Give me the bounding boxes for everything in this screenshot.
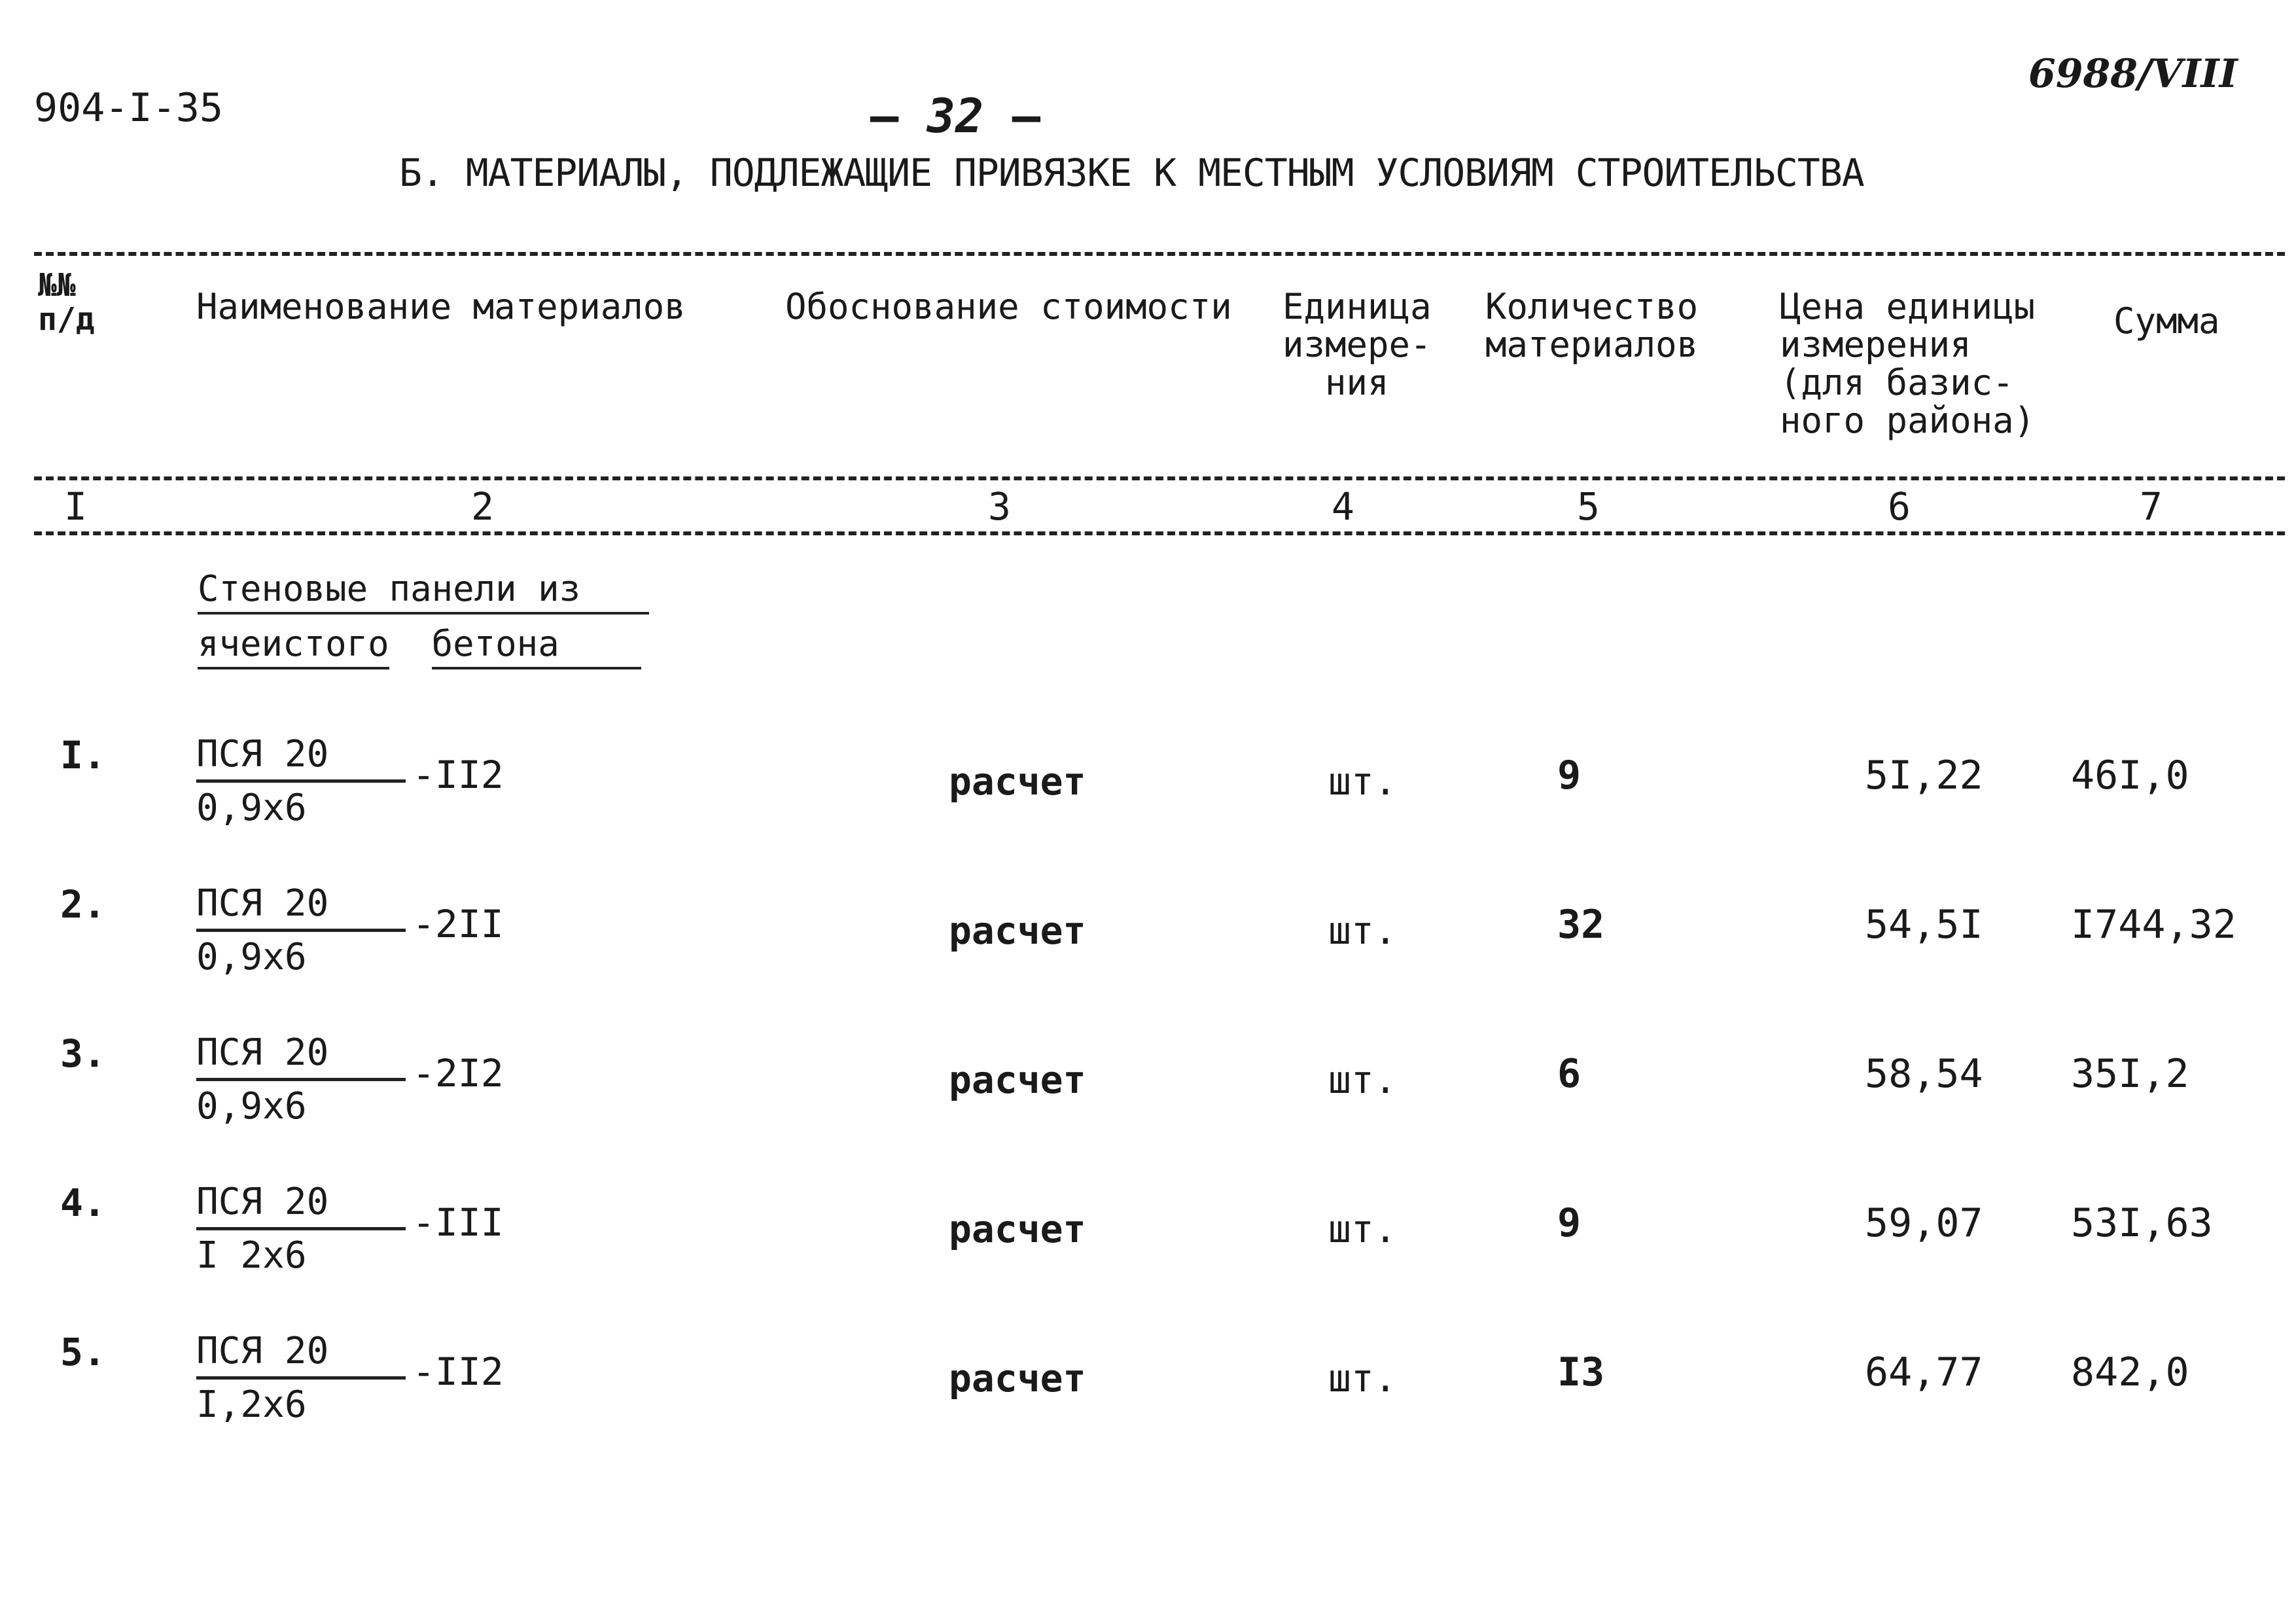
- row-index: 5.: [60, 1330, 106, 1374]
- mark-numerator: ПСЯ 20: [196, 1031, 406, 1081]
- page-title: Б. МАТЕРИАЛЫ, ПОДЛЕЖАЩИЕ ПРИВЯЗКЕ К МЕСТНЫМ УСЛОВИЯМ СТРОИТЕЛЬСТВА: [399, 151, 1864, 195]
- col-header-quantity: Количество материалов: [1485, 286, 1699, 365]
- unit-price: 58,54: [1865, 1051, 1983, 1097]
- table-row: [0, 1031, 2296, 1162]
- col-header-name: Наименование материалов: [196, 286, 686, 327]
- mark-numerator: ПСЯ 20: [196, 1330, 406, 1380]
- unit-price: 54,5I: [1865, 902, 1983, 948]
- mark-denominator: 0,9х6: [196, 936, 307, 978]
- quantity: 9: [1557, 1200, 1581, 1246]
- unit-price: 5I,22: [1865, 753, 1983, 798]
- mark-denominator: I 2х6: [196, 1234, 307, 1277]
- table-row: [0, 1181, 2296, 1311]
- quantity: 9: [1557, 753, 1581, 798]
- unit: шт.: [1328, 908, 1397, 953]
- quantity: 6: [1557, 1051, 1581, 1097]
- sum: 53I,63: [2071, 1200, 2213, 1246]
- table-row: [0, 882, 2296, 1013]
- quantity: I3: [1557, 1349, 1605, 1395]
- header-rule: [34, 476, 2285, 480]
- table-row: [0, 1330, 2296, 1461]
- col-number-1: I: [64, 484, 87, 529]
- row-index: 2.: [60, 882, 106, 927]
- cost-basis: расчет: [949, 1058, 1086, 1102]
- col-number-7: 7: [2140, 484, 2163, 529]
- sum: 35I,2: [2071, 1051, 2189, 1097]
- section-title-line-2: [198, 623, 641, 669]
- mark-denominator: 0,9х6: [196, 1085, 307, 1128]
- cost-basis: расчет: [949, 1356, 1086, 1400]
- unit: шт.: [1328, 1058, 1397, 1102]
- material-mark: [196, 1181, 406, 1277]
- table-top-rule: [34, 252, 2285, 256]
- mark-suffix: -II2: [412, 1349, 504, 1394]
- row-index: 3.: [60, 1031, 106, 1076]
- section-title-text-1: Стеновые панели из: [198, 568, 649, 615]
- col-header-price: Цена единицы измерения (для базис- ного района): [1780, 286, 2036, 441]
- col-number-3: 3: [988, 484, 1011, 529]
- cost-basis: расчет: [949, 1207, 1086, 1251]
- section-title-text-2b: бетона: [432, 623, 641, 669]
- document-code: 904-I-35: [34, 85, 223, 131]
- archive-stamp: 6988/VIII: [2028, 51, 2238, 97]
- quantity: 32: [1557, 902, 1605, 948]
- col-number-6: 6: [1888, 484, 1911, 529]
- sum: 46I,0: [2071, 753, 2189, 798]
- column-number-rule: [34, 531, 2285, 535]
- row-index: I.: [60, 733, 106, 777]
- unit: шт.: [1328, 1207, 1397, 1251]
- mark-numerator: ПСЯ 20: [196, 733, 406, 783]
- mark-numerator: ПСЯ 20: [196, 1181, 406, 1230]
- mark-suffix: -III: [412, 1200, 504, 1245]
- cost-basis: расчет: [949, 908, 1086, 953]
- mark-numerator: ПСЯ 20: [196, 882, 406, 932]
- sum: 842,0: [2071, 1349, 2189, 1395]
- unit: шт.: [1328, 759, 1397, 804]
- unit-price: 59,07: [1865, 1200, 1983, 1246]
- unit-price: 64,77: [1865, 1349, 1983, 1395]
- section-title-line-1: [198, 568, 649, 615]
- mark-suffix: -2II: [412, 902, 504, 946]
- col-number-4: 4: [1332, 484, 1354, 529]
- mark-suffix: -II2: [412, 753, 504, 797]
- col-header-unit: Единица измере- ния: [1282, 286, 1432, 403]
- page-number: – 32 –: [870, 88, 1040, 143]
- mark-suffix: -2I2: [412, 1051, 504, 1096]
- col-header-basis: Обоснование стоимости: [785, 286, 1232, 327]
- material-mark: [196, 1031, 406, 1128]
- table-row: [0, 733, 2296, 864]
- unit: шт.: [1328, 1356, 1397, 1400]
- material-mark: [196, 1330, 406, 1426]
- sum: I744,32: [2071, 902, 2236, 948]
- material-mark: [196, 882, 406, 978]
- col-number-2: 2: [471, 484, 494, 529]
- col-header-index: №№ п/д: [38, 267, 95, 338]
- section-title-text-2a: ячеистого: [198, 623, 389, 669]
- material-mark: [196, 733, 406, 829]
- row-index: 4.: [60, 1181, 106, 1225]
- mark-denominator: 0,9х6: [196, 787, 307, 829]
- col-number-5: 5: [1577, 484, 1600, 529]
- mark-denominator: I,2х6: [196, 1383, 307, 1426]
- cost-basis: расчет: [949, 759, 1086, 804]
- col-header-sum: Сумма: [2113, 300, 2220, 342]
